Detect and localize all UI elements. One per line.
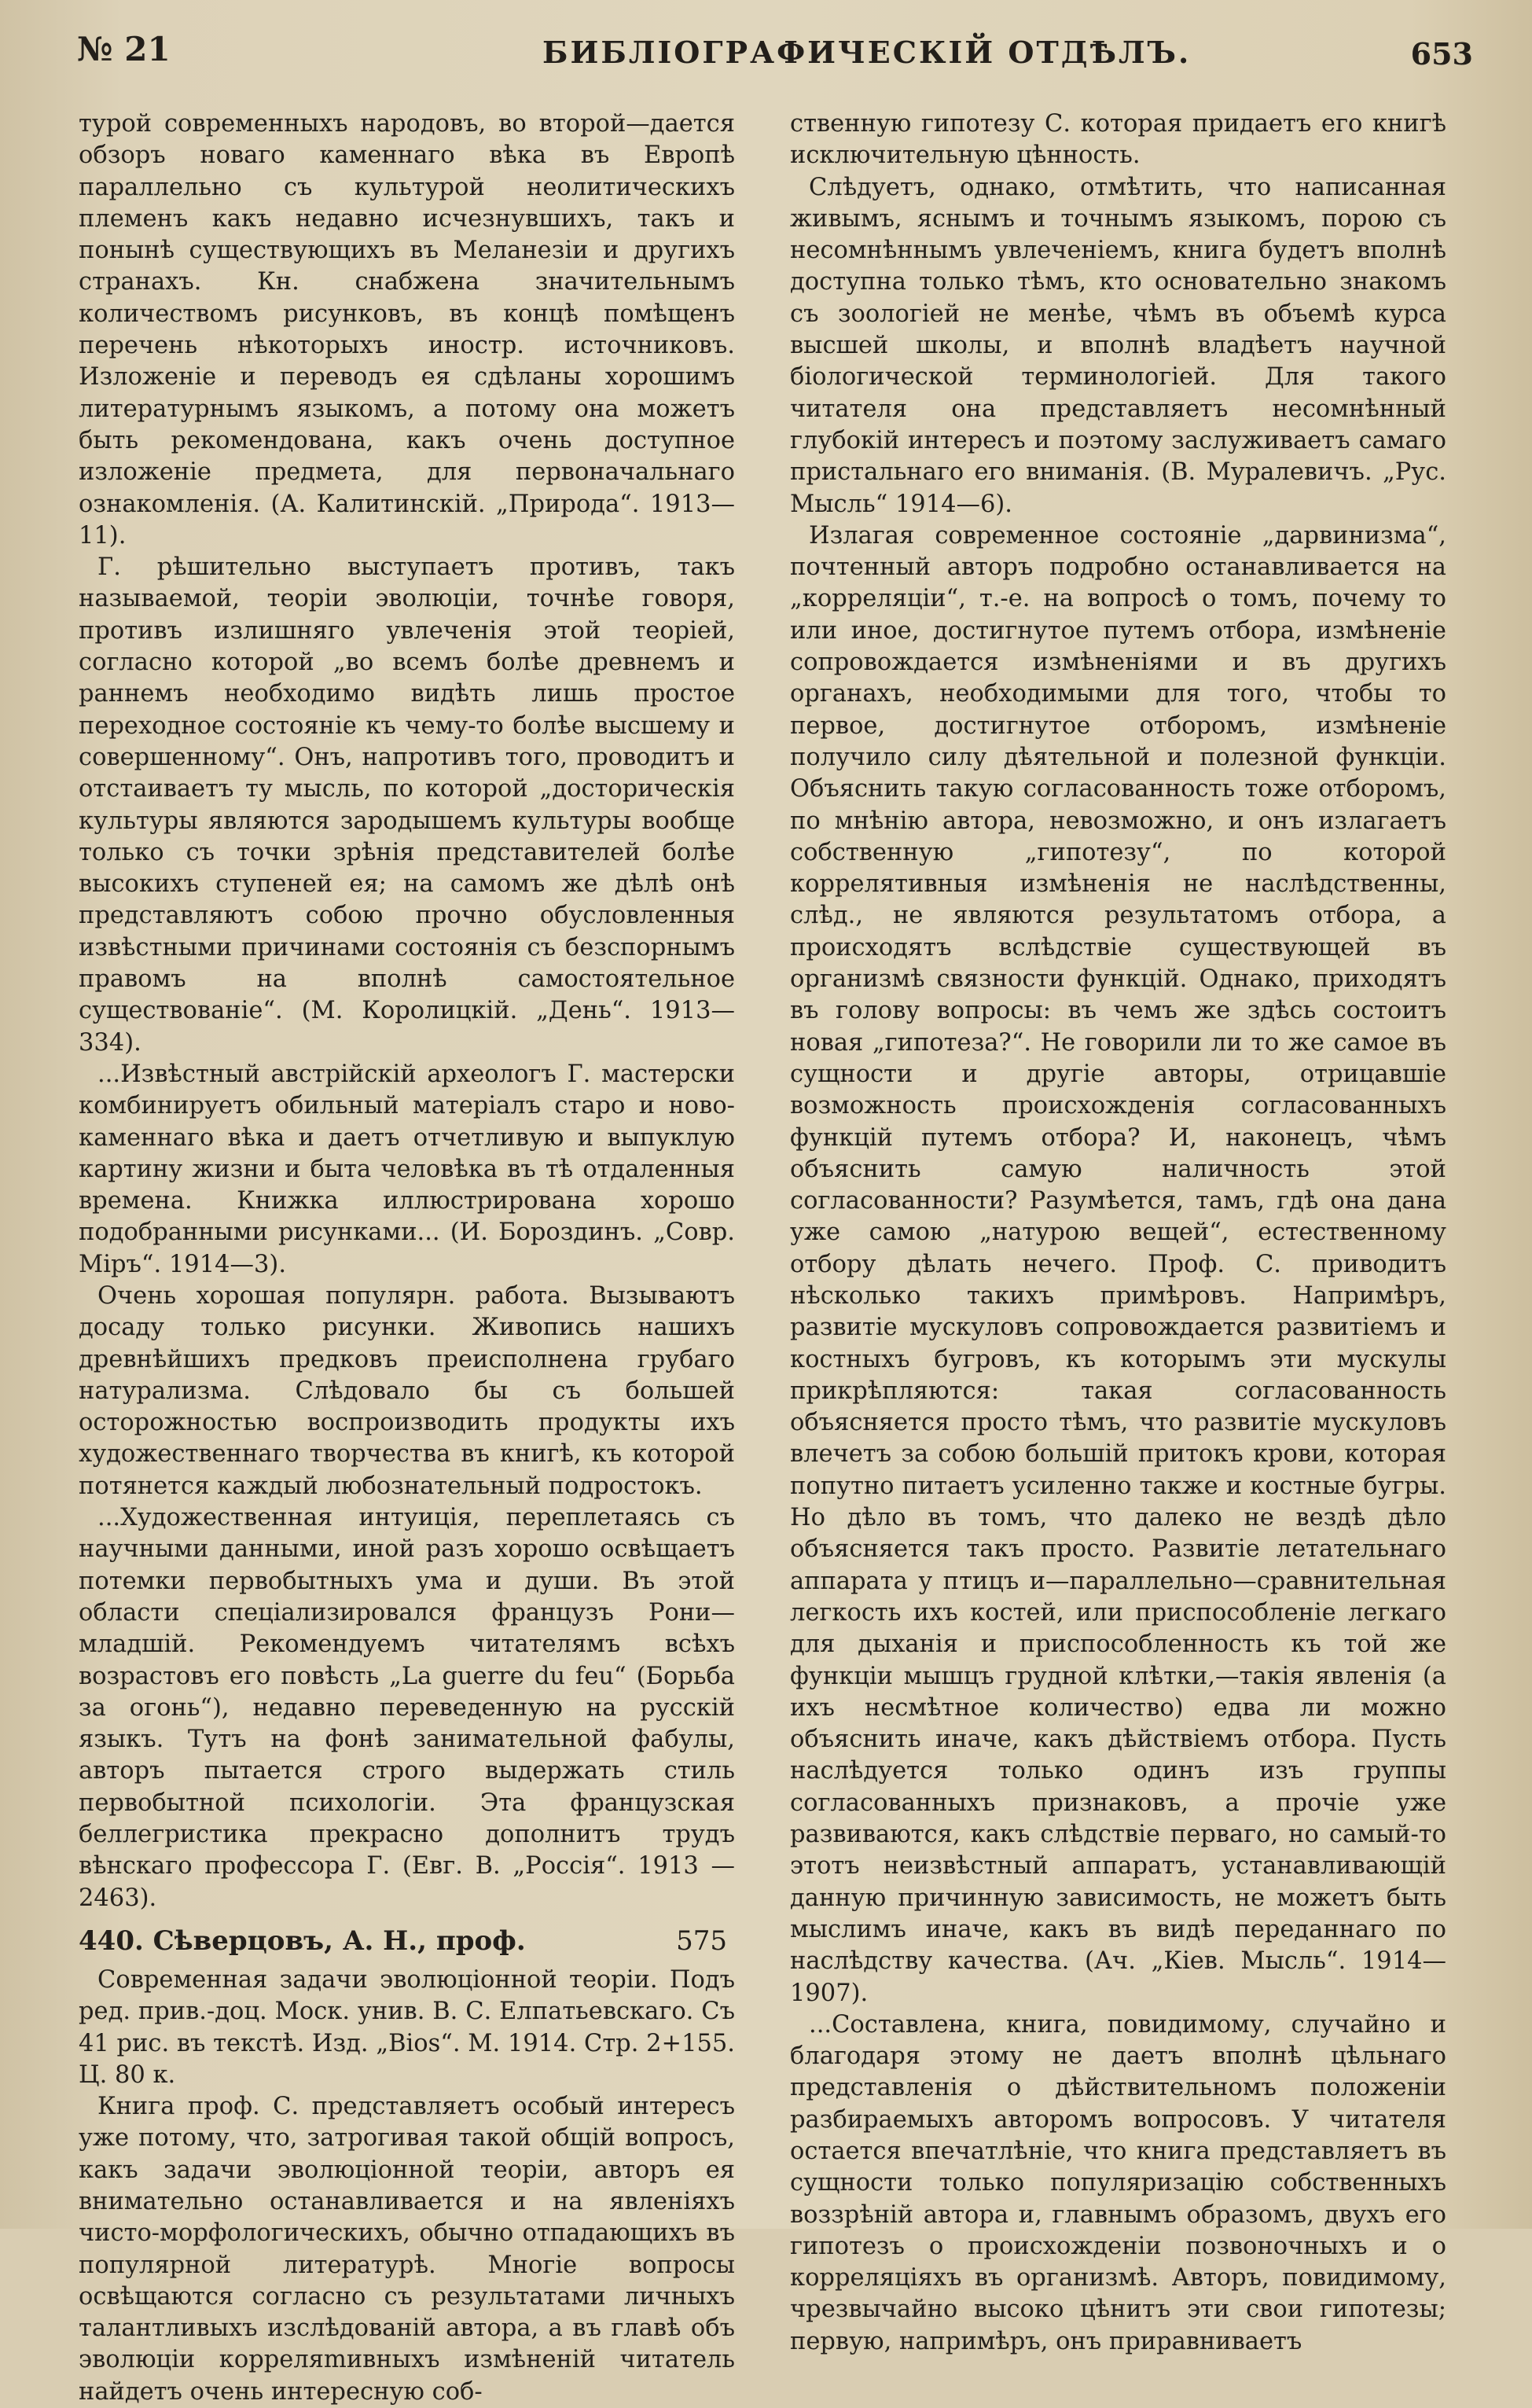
paragraph: Книга проф. С. представляетъ особый интересъ уже потому, что, затрогивая такой общiй вопросъ, какъ задачи эволюцiонной теорiи, авторъ ея внимательно останавливается и на явленiяхъ чисто-морфологическихъ, обычно отпадающихъ въ популярной литературѣ. Многiе вопросы освѣщаются согласно съ результатами личныхъ талантливыхъ изслѣдованiй автора, а въ главѣ объ эволюцiи корреляmивныхъ измѣненiй читатель найдетъ очень интересную соб- (79, 2093, 735, 2406)
entry-page: 575 (676, 1925, 727, 1957)
paragraph: Излагая современное состоянiе „дарвинизма“, почтенный авторъ подробно останавливается на „корреляцiи“, т.-е. на вопросѣ о томъ, почему то или иное, достигнутое путемъ отбора, измѣненiе сопровождается измѣненiями и въ другихъ органахъ, необходимыми для того, чтобы то первое, достигнутое отборомъ, измѣненiе получило силу дѣятельной и полезной функцiи. Объяснить такую согласованность тоже отборомъ, по мнѣнiю автора, невозможно, и онъ излагаетъ собственную „гипотезу“, по которой коррелятивныя измѣненiя не наслѣдственны, слѣд., не являются результатомъ отбора, а происходятъ вслѣдствiе существующей въ организмѣ связности функцiй. Однако, приходятъ въ голову вопросы: въ чемъ же здѣсь состоитъ новая „гипотеза?“. Не говорили ли то же самое въ сущности и другiе авторы, отрицавшiе возможность происхожденiя согласованныхъ функцiй путемъ отбора? И, наконецъ, чѣмъ объяснить самую наличность этой согласованности? Разумѣется, тамъ, гдѣ она дана уже самою „натурою вещей“, естественному отбору дѣлать нечего. Проф. С. приводитъ нѣсколько такихъ примѣровъ. Напримѣръ, развитiе мускуловъ сопровождается развитiемъ и костныхъ бугровъ, къ которымъ эти мускулы прикрѣпляются: такая согласованность объясняется просто тѣмъ, что развитiе мускуловъ влечетъ за собою большiй притокъ крови, которая попутно питаетъ усиленно также и костные бугры. Но дѣло въ томъ, что далеко не вездѣ дѣло объясняется такъ просто. Развитiе летательнаго аппарата у птицъ и—параллельно—сравнительная легкость ихъ костей, или приспособленiе легкаго для дыханiя и приспособленность къ той же функцiи мышцъ грудной клѣтки,—такiя явленiя (а ихъ несмѣтное количество) едва ли можно объяснить иначе, какъ дѣйствiемъ отбора. Пусть наслѣдуется только одинъ изъ группы согласованныхъ признаковъ, а прочiе уже развиваются, какъ слѣдствiе перваго, но самый-то этотъ неизвѣстный аппаратъ, устанавливающiй данную причинную зависимость, не можетъ быть мыслимъ иначе, какъ въ видѣ переданнаго по наслѣдству качества. (Ач. „Кiев. Мысль“. 1914—1907). (790, 521, 1446, 2007)
paragraph: Г. рѣшительно выступаетъ противъ, такъ называемой, теорiи эволюцiи, точнѣе говоря, противъ излишняго увлеченiя этой теорiей, согласно которой „во всемъ болѣе древнемъ и раннемъ необходимо видѣть лишь простое переходное состоянiе къ чему-то болѣе высшему и совершенному“. Онъ, напротивъ того, проводитъ и отстаиваетъ ту мысль, по которой „досторическiя культуры являются зародышемъ культуры вообще только съ точки зрѣнiя представителей болѣе высокихъ ступеней ея; на самомъ же дѣлѣ онѣ представляютъ собою прочно обусловленныя извѣстными причинами состоянiя съ безспорнымъ правомъ на вполнѣ самостоятельное существованiе“. (М. Королицкiй. „День“. 1913—334). (79, 553, 735, 1057)
issue-number: № 21 (77, 30, 171, 68)
page-header (71, 24, 1473, 79)
paragraph: ственную гипотезу С. которая придаетъ его книгѣ исключительную цѣнность. (790, 110, 1446, 170)
paragraph: турой современныхъ народовъ, во второй—дается обзоръ новаго каменнаго вѣка въ Европѣ параллельно съ культурой неолитическихъ племенъ какъ недавно исчезнувшихъ, такъ и понынѣ существующихъ въ Меланезiи и другихъ странахъ. Кн. снабжена значительнымъ количествомъ рисунковъ, въ концѣ помѣщенъ перечень нѣкоторыхъ иностр. источниковъ. Изложенiе и переводъ ея сдѣланы хорошимъ литературнымъ языкомъ, а потому она можетъ быть рекомендована, какъ очень доступное изложенiе предмета, для первоначальнаго ознакомленiя. (А. Калитинскiй. „Природа“. 1913—11). (79, 110, 735, 550)
left-column (79, 108, 735, 2408)
paragraph: ...Составлена, книга, повидимому, случайно и благодаря этому не даетъ вполнѣ цѣльнаго представленiя о дѣйствительномъ положенiи разбираемыхъ авторомъ вопросовъ. У читателя остается впечатлѣнiе, что книга представляетъ въ сущности только популяризацiю собственныхъ воззрѣнiй автора и, главнымъ образомъ, двухъ его гипотезъ о происхожденiи позвоночныхъ и о корреляцiяхъ въ организмѣ. Авторъ, повидимому, чрезвычайно высоко цѣнитъ эти свои гипотезы; первую, напримѣръ, онъ приравниваетъ (790, 2010, 1446, 2355)
paragraph: ...Художественная интуицiя, переплетаясь съ научными данными, иной разъ хорошо освѣщаетъ потемки первобытныхъ ума и души. Въ этой области спецiализировался французъ Рони—младшiй. Рекомендуемъ читателямъ всѣхъ возрастовъ его повѣсть „La guerre du feu“ (Борьба за огонь“), недавно переведенную на русскiй языкъ. Тутъ на фонѣ занимательной фабулы, авторъ пытается строго выдержать стиль первобытной психологiи. Эта французская беллегристика прекрасно дополнитъ трудъ вѣнскаго профессора Г. (Евг. В. „Россiя“. 1913 — 2463). (79, 1504, 735, 1912)
paragraph: ...Извѣстный австрiйскiй археологъ Г. мастерски комбинируетъ обильный матерiалъ старо и ново-каменнаго вѣка и даетъ отчетливую и выпуклую картину жизни и быта человѣка въ тѣ отдаленныя времена. Книжка иллюстрирована хорошо подобранными рисунками... (И. Бороздинъ. „Совр. Мiръ“. 1914—3). (79, 1060, 735, 1278)
section-title: БИБЛIОГРАФИЧЕСКIЙ ОТДѢЛЪ. (542, 35, 1192, 70)
entry-heading (79, 1924, 735, 1958)
paragraph: Очень хорошая популярн. работа. Вызываютъ досаду только рисунки. Живопись нашихъ древнѣйшихъ предковъ преисполнена грубаго натурализма. Слѣдовало бы съ большей осторожностью воспроизводить продукты ихъ художественнаго творчества въ книгѣ, къ которой потянется каждый любознательный подростокъ. (79, 1281, 735, 1500)
entry-author: 440. Сѣверцовъ, А. Н., проф. (79, 1925, 526, 1957)
book-description: Современная задачи эволюцiонной теорiи. Подъ ред. прив.-доц. Моск. унив. В. С. Елпатьевскаго. Съ 41 рис. въ текстѣ. Изд. „Bios“. М. 1914. Стр. 2+155. Ц. 80 к. (79, 1965, 735, 2089)
page-number: 653 (1410, 36, 1473, 72)
right-column (790, 108, 1446, 2358)
paragraph: Слѣдуетъ, однако, отмѣтить, что написанная живымъ, яснымъ и точнымъ языкомъ, порою съ несомнѣннымъ увлеченiемъ, книга будетъ вполнѣ доступна только тѣмъ, кто основательно знакомъ съ зоологiей не менѣе, чѣмъ въ объемѣ курса высшей школы, и вполнѣ владѣетъ научной бiологической терминологiей. Для такого читателя она представляетъ несомнѣнный глубокiй интересъ и поэтому заслуживаетъ самаго пристальнаго его вниманiя. (В. Муралевичъ. „Рус. Мысль“ 1914—6). (790, 173, 1446, 518)
